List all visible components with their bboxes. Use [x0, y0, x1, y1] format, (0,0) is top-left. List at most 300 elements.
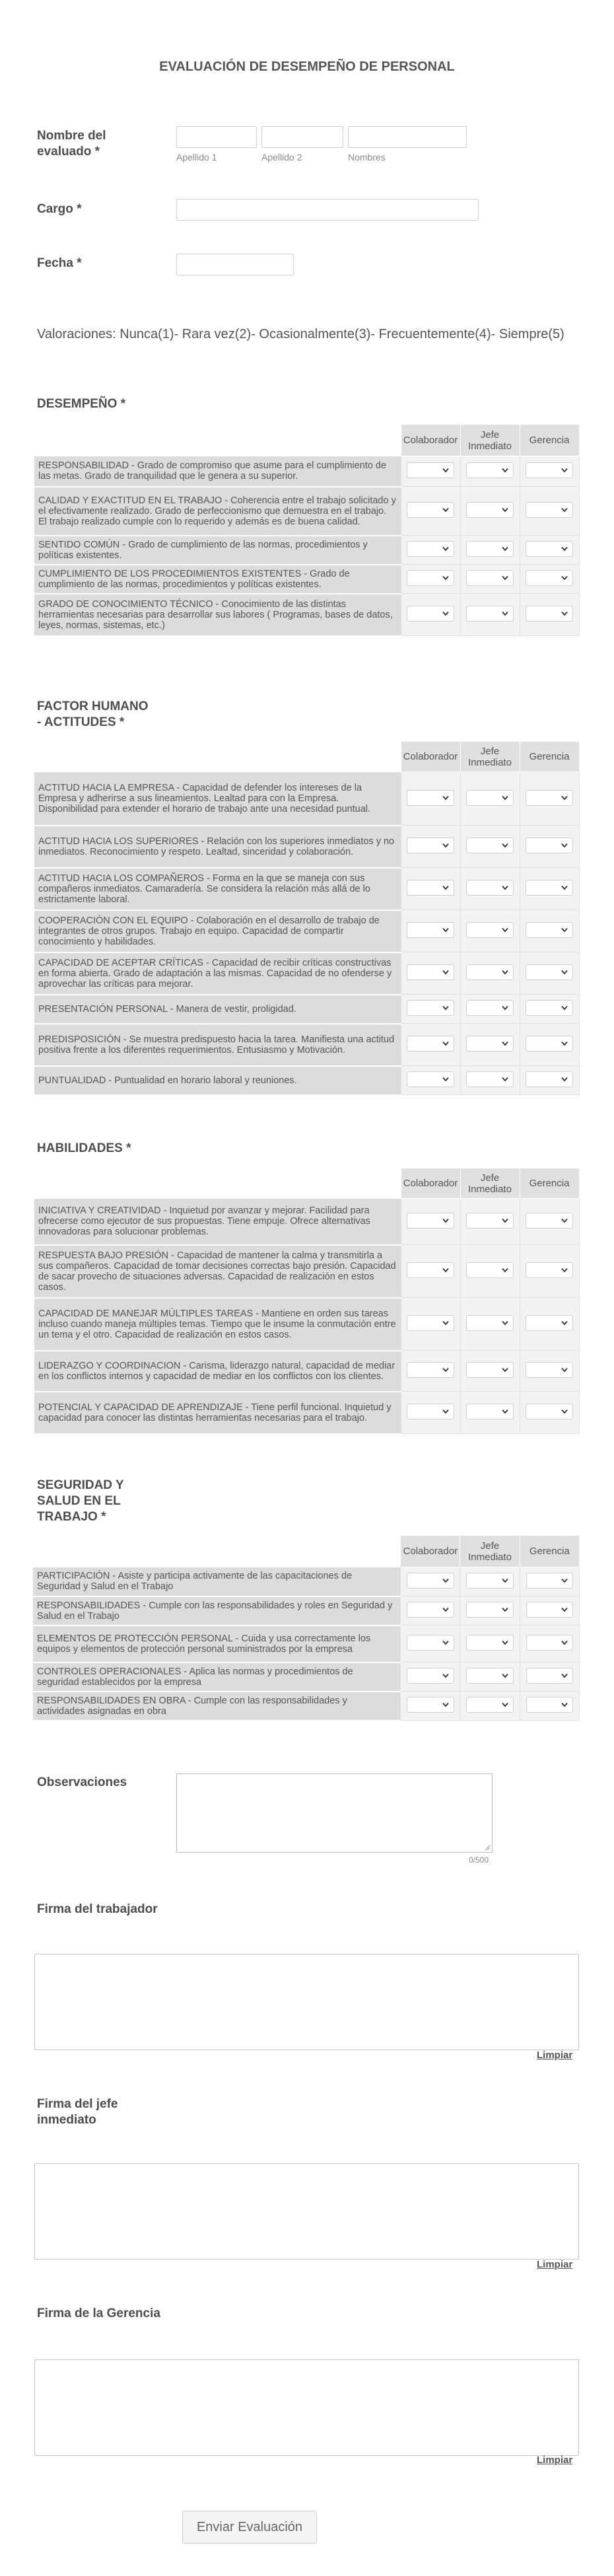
chevron-down-icon: [502, 795, 508, 801]
rating-select[interactable]: [466, 1573, 514, 1589]
column-header: Jefe Inmediato: [460, 742, 520, 772]
criterion-label: CAPACIDAD DE ACEPTAR CRÍTICAS - Capacidad de recibir críticas constructivas en forma abierta. Grado de adaptación a las mismas. Capacidad de no ofenderse y aprovechar las críticas para mejorar.: [34, 952, 401, 995]
chevron-down-icon: [442, 575, 449, 581]
name-label: [37, 128, 143, 160]
rating-select[interactable]: [407, 1602, 454, 1618]
rating-select[interactable]: [407, 964, 454, 980]
rating-cell: [460, 868, 520, 910]
rating-select[interactable]: [407, 606, 454, 622]
chevron-down-icon: [442, 1268, 449, 1273]
required-mark: *: [77, 202, 82, 216]
criterion-label: ACTITUD HACIA LOS COMPAÑEROS - Forma en la que se maneja con sus compañeros inmediatos. Camaradería. Se considera la relación más allá de lo estrictamente laboral.: [34, 868, 401, 910]
rating-select[interactable]: [466, 1036, 513, 1052]
column-header: Colaborador: [401, 1536, 460, 1567]
rating-select[interactable]: [466, 922, 513, 938]
criterion-label: ACTITUD HACIA LOS SUPERIORES - Relación con los superiores inmediatos y no inmediatos. Reconocimiento y respeto. Lealtad, sinceridad y colaboración.: [34, 826, 401, 868]
chevron-down-icon: [442, 1578, 449, 1583]
rating-cell: [460, 1066, 520, 1095]
firma-jefe-pad[interactable]: [34, 2163, 579, 2260]
chevron-down-icon: [561, 1320, 568, 1326]
criterion-label: GRADO DE CONOCIMIENTO TÉCNICO - Conocimiento de las distintas herramientas necesarias para desarrollar sus labores ( Programas, bases de datos, leyes, normas, sistemas, etc.): [34, 594, 401, 636]
table-row: [34, 594, 579, 636]
chevron-down-icon: [561, 795, 568, 801]
column-header: Colaborador: [401, 742, 460, 772]
rating-cell: [401, 487, 460, 536]
name-label-text: Nombre del evaluado: [37, 129, 106, 159]
required-mark: *: [77, 256, 82, 270]
rating-select[interactable]: [526, 502, 572, 518]
fecha-input[interactable]: [176, 254, 294, 275]
table-row: [33, 1663, 580, 1692]
rating-cell: [460, 995, 520, 1024]
criterion-label: COOPERACIÓN CON EL EQUIPO - Colaboración en el desarrollo de trabajo de integrantes de otros grupos. Trabajo en equipo. Capacidad de compartir conocimiento y habilidades.: [34, 910, 401, 952]
section-title-habilidades: [37, 1141, 156, 1157]
rating-cell: [460, 1245, 520, 1298]
section-title-text: SEGURIDAD Y SALUD EN EL TRABAJO: [37, 1478, 124, 1524]
chevron-down-icon: [502, 927, 508, 933]
rating-select[interactable]: [526, 1036, 572, 1052]
rating-cell: [520, 1199, 579, 1245]
rating-select[interactable]: [466, 1362, 513, 1378]
chevron-down-icon: [442, 970, 449, 975]
criterion-label: RESPONSABILIDAD - Grado de compromiso que asume para el cumplimiento de las metas. Grado de tranquilidad que le genera a su superior.: [34, 456, 401, 487]
resize-handle-icon[interactable]: [484, 1844, 491, 1851]
column-header: Jefe Inmediato: [460, 425, 520, 456]
matrix-corner: [34, 1168, 401, 1199]
ratings-legend: Valoraciones: Nunca(1)- Rara vez(2)- Ocasionalmente(3)- Frecuentemente(4)- Siempre(5): [37, 327, 564, 341]
rating-select[interactable]: [466, 1000, 513, 1016]
rating-select[interactable]: [526, 1000, 572, 1016]
chevron-down-icon: [502, 1607, 508, 1612]
rating-select[interactable]: [526, 1315, 572, 1331]
section-title-text: DESEMPEÑO: [37, 397, 118, 411]
criterion-label: CUMPLIMIENTO DE LOS PROCEDIMIENTOS EXISTENTES - Grado de cumplimiento de las normas, procedimientos y políticas existentes.: [34, 565, 401, 594]
submit-button[interactable]: Enviar Evaluación: [182, 2511, 317, 2544]
rating-select[interactable]: [526, 462, 572, 478]
rating-select[interactable]: [407, 1697, 454, 1713]
required-mark: *: [94, 145, 100, 159]
rating-cell: [401, 1626, 460, 1663]
rating-select[interactable]: [466, 1404, 513, 1419]
matrix-corner: [34, 742, 401, 772]
rating-cell: [520, 826, 579, 868]
chevron-down-icon: [561, 1268, 568, 1273]
chevron-down-icon: [561, 468, 568, 473]
table-row: [34, 536, 579, 565]
chevron-down-icon: [502, 1367, 508, 1373]
section-title-text: FACTOR HUMANO - ACTITUDES: [37, 699, 149, 729]
rating-cell: [460, 487, 520, 536]
section-title-text: HABILIDADES: [37, 1141, 123, 1155]
rating-cell: [401, 1351, 460, 1392]
table-row: [34, 1245, 579, 1298]
chevron-down-icon: [502, 575, 508, 581]
chevron-down-icon: [442, 1367, 449, 1373]
criterion-label: CONTROLES OPERACIONALES - Aplica las normas y procedimientos de seguridad establecidos por la empresa: [33, 1663, 401, 1692]
chevron-down-icon: [502, 1702, 508, 1707]
rating-select[interactable]: [526, 606, 572, 622]
table-row: [33, 1626, 580, 1663]
criterion-label: LIDERAZGO Y COORDINACION - Carisma, liderazgo natural, capacidad de mediar en los conflictos internos y capacidad de mediar en los conflictos con los clientes.: [34, 1351, 401, 1392]
rating-select[interactable]: [466, 1213, 513, 1229]
table-row: [34, 772, 579, 826]
rating-cell: [520, 1392, 579, 1434]
rating-select[interactable]: [407, 1213, 454, 1229]
rating-cell: [460, 1567, 520, 1596]
rating-cell: [520, 1351, 579, 1392]
chevron-down-icon: [561, 1578, 568, 1583]
chevron-down-icon: [561, 885, 568, 890]
chevron-down-icon: [442, 1077, 449, 1082]
rating-cell: [401, 952, 460, 995]
criterion-label: RESPUESTA BAJO PRESIÓN - Capacidad de mantener la calma y transmitirla a sus compañeros. Capacidad de tomar decisiones correctas bajo presión. Capacidad de sacar provecho de situaciones adversas. Capacidad de realización en estos casos.: [34, 1245, 401, 1298]
chevron-down-icon: [561, 1607, 568, 1612]
rating-select[interactable]: [407, 1573, 454, 1589]
table-row: [34, 487, 579, 536]
required-mark: *: [119, 715, 125, 729]
rating-select[interactable]: [407, 541, 454, 557]
firma-jefe-clear-button[interactable]: Limpiar: [537, 2259, 573, 2270]
column-header: Jefe Inmediato: [460, 1536, 520, 1567]
rating-cell: [520, 536, 579, 565]
nombres-input[interactable]: [348, 126, 467, 148]
chevron-down-icon: [442, 1640, 449, 1645]
fecha-label: [37, 256, 82, 271]
rating-cell: [460, 1392, 520, 1434]
apellido2-input[interactable]: [261, 126, 343, 148]
rating-select[interactable]: [466, 790, 513, 806]
rating-select[interactable]: [407, 1036, 454, 1052]
criterion-label: SENTIDO COMÚN - Grado de cumplimiento de las normas, procedimientos y políticas existentes.: [34, 536, 401, 565]
chevron-down-icon: [561, 1077, 568, 1082]
rating-select[interactable]: [526, 790, 572, 806]
rating-select[interactable]: [407, 1362, 454, 1378]
rating-cell: [460, 565, 520, 594]
table-row: [34, 1351, 579, 1392]
criterion-label: POTENCIAL Y CAPACIDAD DE APRENDIZAJE - Tiene perfil funcional. Inquietud y capacidad para conocer las distintas herramientas necesarias para el trabajo.: [34, 1392, 401, 1434]
rating-cell: [520, 952, 579, 995]
table-row: [34, 995, 579, 1024]
table-row: [34, 826, 579, 868]
rating-select[interactable]: [466, 541, 513, 557]
observaciones-label: Observaciones: [37, 1775, 127, 1789]
rating-select[interactable]: [526, 1362, 572, 1378]
chevron-down-icon: [442, 927, 449, 933]
chevron-down-icon: [561, 1640, 568, 1645]
form-title: EVALUACIÓN DE DESEMPEÑO DE PERSONAL: [159, 59, 455, 74]
chevron-down-icon: [502, 843, 508, 848]
rating-cell: [401, 1392, 460, 1434]
rating-cell: [460, 1626, 520, 1663]
rating-select[interactable]: [466, 880, 513, 896]
rating-select[interactable]: [407, 1315, 454, 1331]
rating-cell: [401, 910, 460, 952]
rating-select[interactable]: [407, 570, 454, 586]
criterion-label: PREDISPOSICIÓN - Se muestra predispuesto hacia la tarea. Manifiesta una actitud positiva frente a los diferentes requerimientos. Entusiasmo y Motivación.: [34, 1024, 401, 1066]
rating-select[interactable]: [407, 1668, 454, 1684]
apellido1-sublabel: Apellido 1: [176, 152, 217, 162]
rating-cell: [401, 536, 460, 565]
chevron-down-icon: [561, 927, 568, 933]
rating-cell: [520, 1298, 579, 1351]
table-row: [34, 952, 579, 995]
chevron-down-icon: [442, 1607, 449, 1612]
column-header: Gerencia: [520, 1168, 579, 1199]
column-header: Colaborador: [401, 1168, 460, 1199]
rating-cell: [520, 456, 579, 487]
firma-trabajador-label: Firma del trabajador: [37, 1902, 158, 1916]
table-row: [34, 910, 579, 952]
firma-trabajador-pad[interactable]: [34, 1954, 579, 2050]
rating-cell: [401, 1066, 460, 1095]
cargo-label-text: Cargo: [37, 202, 73, 216]
criterion-label: PUNTUALIDAD - Puntualidad en horario laboral y reuniones.: [34, 1066, 401, 1095]
chevron-down-icon: [561, 1218, 568, 1223]
rating-cell: [520, 1567, 579, 1596]
chevron-down-icon: [561, 1409, 568, 1414]
matrix-corner: [34, 425, 401, 456]
rating-cell: [460, 1298, 520, 1351]
table-row: [33, 1596, 580, 1626]
rating-select[interactable]: [407, 1071, 454, 1087]
chevron-down-icon: [442, 1409, 449, 1414]
rating-cell: [460, 772, 520, 826]
chevron-down-icon: [561, 575, 568, 581]
chevron-down-icon: [561, 611, 568, 616]
matrix-habilidades: [34, 1168, 580, 1435]
rating-select[interactable]: [466, 964, 513, 980]
table-row: [34, 1199, 579, 1245]
rating-select[interactable]: [466, 606, 513, 622]
rating-select[interactable]: [526, 838, 572, 853]
rating-select[interactable]: [407, 1404, 454, 1419]
apellido1-input[interactable]: [176, 126, 257, 148]
chevron-down-icon: [502, 1320, 508, 1326]
chevron-down-icon: [442, 843, 449, 848]
rating-cell: [520, 772, 579, 826]
observaciones-counter: 0/500: [469, 1855, 489, 1865]
rating-cell: [460, 536, 520, 565]
table-row: [34, 1024, 579, 1066]
chevron-down-icon: [502, 1041, 508, 1046]
rating-cell: [460, 1024, 520, 1066]
rating-select[interactable]: [407, 502, 454, 518]
firma-jefe-label: Firma del jefe inmediato: [37, 2097, 118, 2127]
rating-cell: [460, 1663, 520, 1692]
rating-cell: [520, 565, 579, 594]
rating-select[interactable]: [526, 541, 572, 557]
chevron-down-icon: [442, 885, 449, 890]
rating-select[interactable]: [526, 1404, 572, 1419]
table-row: [34, 1066, 579, 1095]
rating-cell: [520, 1596, 579, 1626]
rating-cell: [520, 1024, 579, 1066]
table-row: [34, 456, 579, 487]
rating-select[interactable]: [466, 1697, 514, 1713]
matrix-corner: [33, 1536, 401, 1567]
rating-select[interactable]: [407, 790, 454, 806]
rating-cell: [401, 1199, 460, 1245]
table-row: [34, 1392, 579, 1434]
criterion-label: ACTITUD HACIA LA EMPRESA - Capacidad de defender los intereses de la Empresa y adherirse a sus lineamientos. Lealtad para con la Empresa. Disponibilidad para extender el horario de trabajo ante una necesidad puntual.: [34, 772, 401, 826]
required-mark: *: [101, 1510, 106, 1524]
rating-select[interactable]: [526, 1262, 572, 1278]
rating-cell: [460, 594, 520, 636]
chevron-down-icon: [442, 795, 449, 801]
chevron-down-icon: [502, 1218, 508, 1223]
rating-cell: [401, 1663, 460, 1692]
chevron-down-icon: [502, 1640, 508, 1645]
section-title-desempeno: [37, 396, 156, 412]
chevron-down-icon: [502, 468, 508, 473]
chevron-down-icon: [442, 1320, 449, 1326]
rating-select[interactable]: [526, 880, 572, 896]
rating-select[interactable]: [526, 1071, 572, 1087]
firma-gerencia-pad[interactable]: [34, 2359, 579, 2456]
rating-cell: [520, 594, 579, 636]
rating-cell: [401, 772, 460, 826]
chevron-down-icon: [561, 1702, 568, 1707]
rating-select[interactable]: [526, 1213, 572, 1229]
section-title-seguridad: [37, 1478, 143, 1525]
rating-cell: [401, 1245, 460, 1298]
chevron-down-icon: [502, 1268, 508, 1273]
chevron-down-icon: [502, 1077, 508, 1082]
firma-trabajador-clear-button[interactable]: Limpiar: [537, 2050, 573, 2061]
rating-select[interactable]: [466, 1315, 513, 1331]
rating-cell: [460, 456, 520, 487]
observaciones-textarea[interactable]: [176, 1773, 493, 1853]
firma-gerencia-label: Firma de la Gerencia: [37, 2307, 160, 2320]
criterion-label: CAPACIDAD DE MANEJAR MÚLTIPLES TAREAS - Mantiene en orden sus tareas incluso cuando maneja múltiples temas. Tiempo que le insume la conmutación entre un tema y el otro. Capacidad de realización en estos casos.: [34, 1298, 401, 1351]
rating-cell: [401, 826, 460, 868]
table-row: [33, 1692, 580, 1721]
rating-cell: [460, 910, 520, 952]
rating-select[interactable]: [407, 1000, 454, 1016]
chevron-down-icon: [561, 970, 568, 975]
chevron-down-icon: [442, 507, 449, 513]
rating-cell: [401, 1024, 460, 1066]
rating-select[interactable]: [526, 1602, 574, 1618]
chevron-down-icon: [561, 546, 568, 552]
rating-select[interactable]: [466, 838, 513, 853]
table-row: [34, 565, 579, 594]
rating-select[interactable]: [526, 922, 572, 938]
cargo-label: [37, 201, 82, 217]
nombres-sublabel: Nombres: [348, 152, 386, 162]
rating-select[interactable]: [407, 1635, 454, 1651]
rating-cell: [401, 868, 460, 910]
rating-cell: [401, 1596, 460, 1626]
chevron-down-icon: [442, 1041, 449, 1046]
chevron-down-icon: [502, 1673, 508, 1678]
rating-select[interactable]: [407, 1262, 454, 1278]
chevron-down-icon: [502, 885, 508, 890]
table-row: [34, 868, 579, 910]
rating-cell: [460, 1692, 520, 1721]
criterion-label: RESPONSABILIDADES - Cumple con las responsabilidades y roles en Seguridad y Salud en el Trabajo: [33, 1596, 401, 1626]
rating-select[interactable]: [466, 570, 513, 586]
rating-select[interactable]: [466, 1071, 513, 1087]
rating-cell: [401, 1567, 460, 1596]
rating-cell: [401, 1692, 460, 1721]
chevron-down-icon: [502, 1005, 508, 1011]
rating-cell: [520, 1066, 579, 1095]
criterion-label: PRESENTACIÓN PERSONAL - Manera de vestir, proligidad.: [34, 995, 401, 1024]
chevron-down-icon: [561, 1041, 568, 1046]
rating-cell: [520, 868, 579, 910]
chevron-down-icon: [502, 970, 508, 975]
rating-select[interactable]: [526, 964, 572, 980]
column-header: Gerencia: [520, 425, 579, 456]
criterion-label: PARTICIPACIÓN - Asiste y participa activamente de las capacitaciones de Seguridad y Salud en el Trabajo: [33, 1567, 401, 1596]
chevron-down-icon: [502, 1409, 508, 1414]
chevron-down-icon: [561, 507, 568, 513]
required-mark: *: [126, 1141, 131, 1155]
matrix-seguridad: [33, 1535, 580, 1721]
rating-select[interactable]: [407, 922, 454, 938]
rating-cell: [520, 1663, 579, 1692]
matrix-desempeno: [34, 424, 580, 637]
rating-select[interactable]: [407, 462, 454, 478]
criterion-label: RESPONSABILIDADES EN OBRA - Cumple con las responsabilidades y actividades asignadas en obra: [33, 1692, 401, 1721]
rating-select[interactable]: [466, 1262, 513, 1278]
rating-select[interactable]: [526, 1573, 574, 1589]
rating-cell: [520, 1692, 579, 1721]
rating-select[interactable]: [526, 1635, 574, 1651]
cargo-input[interactable]: [176, 199, 479, 221]
rating-select[interactable]: [466, 1668, 514, 1684]
chevron-down-icon: [442, 611, 449, 616]
rating-select[interactable]: [526, 570, 572, 586]
rating-select[interactable]: [466, 1602, 514, 1618]
rating-cell: [520, 1626, 579, 1663]
rating-cell: [401, 995, 460, 1024]
chevron-down-icon: [442, 1005, 449, 1011]
rating-cell: [460, 1351, 520, 1392]
criterion-label: CALIDAD Y EXACTITUD EN EL TRABAJO - Coherencia entre el trabajo solicitado y el efectivamente realizado. Grado de perfeccionismo que demuestra en el trabajo. El trabajo realizado cumple con lo requerido y además es de buena calidad.: [34, 487, 401, 536]
column-header: Jefe Inmediato: [460, 1168, 520, 1199]
rating-cell: [401, 456, 460, 487]
apellido2-sublabel: Apellido 2: [261, 152, 302, 162]
chevron-down-icon: [502, 507, 508, 513]
rating-select[interactable]: [526, 1668, 574, 1684]
rating-cell: [460, 1199, 520, 1245]
rating-select[interactable]: [526, 1697, 574, 1713]
rating-cell: [520, 995, 579, 1024]
firma-gerencia-clear-button[interactable]: Limpiar: [537, 2454, 573, 2466]
rating-select[interactable]: [466, 1635, 514, 1651]
criterion-label: ELEMENTOS DE PROTECCIÓN PERSONAL - Cuida y usa correctamente los equipos y elementos de protección personal suministrados por la empresa: [33, 1626, 401, 1663]
rating-cell: [401, 1298, 460, 1351]
rating-cell: [520, 910, 579, 952]
rating-select[interactable]: [407, 838, 454, 853]
table-row: [34, 1298, 579, 1351]
rating-cell: [520, 1245, 579, 1298]
chevron-down-icon: [442, 1218, 449, 1223]
chevron-down-icon: [561, 1005, 568, 1011]
rating-select[interactable]: [407, 880, 454, 896]
rating-select[interactable]: [466, 502, 513, 518]
chevron-down-icon: [561, 1367, 568, 1373]
chevron-down-icon: [442, 1702, 449, 1707]
rating-select[interactable]: [466, 462, 513, 478]
rating-cell: [460, 826, 520, 868]
chevron-down-icon: [561, 843, 568, 848]
column-header: Gerencia: [520, 742, 579, 772]
rating-cell: [460, 1596, 520, 1626]
chevron-down-icon: [442, 546, 449, 552]
